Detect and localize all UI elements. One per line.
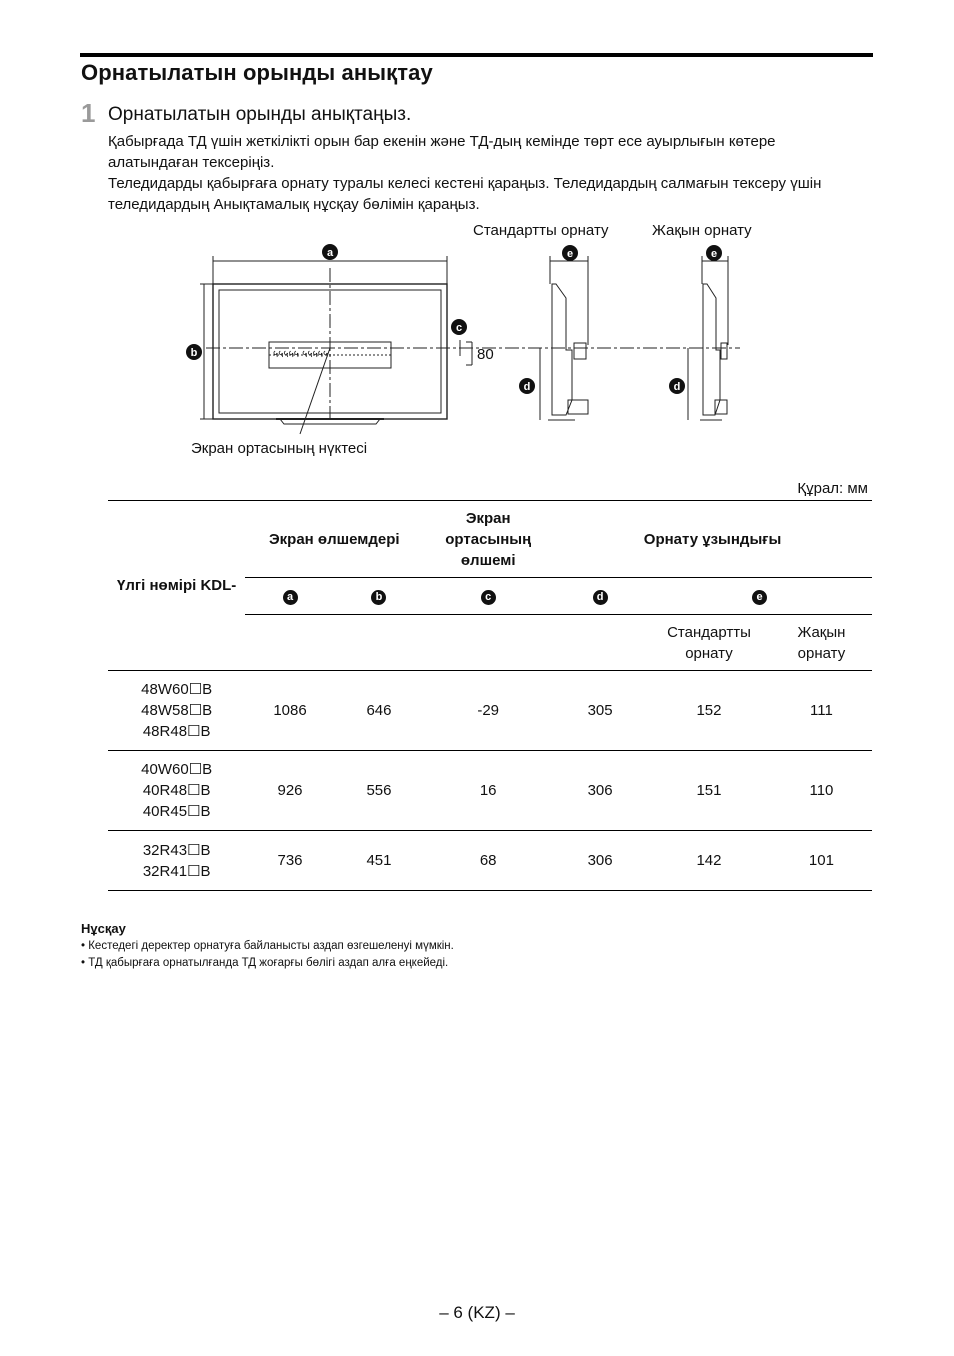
svg-text:e: e (566, 248, 574, 260)
label-slim-mount: Жақын орнату (652, 222, 752, 239)
svg-text:d: d (523, 381, 531, 393)
table-row: 48W60☐B 48W58☐B 48R48☐B 1086 646 -29 305 152 111 (108, 671, 872, 751)
col-marker-e: e (752, 590, 767, 605)
step-paragraph-1: Қабырғада ТД үшін жеткілікті орын бар екенін және ТД-дың кемінде төрт есе ауырлығын көтере алатындаған тексеріңіз. (108, 133, 776, 171)
svg-text:५५५५५ ५५५५५: ५५५५५ ५५५५५ (273, 349, 329, 360)
notes-title: Нұсқау (81, 921, 126, 936)
col-marker-c: c (481, 590, 496, 605)
label-standard-mount: Стандартты орнату (473, 222, 609, 239)
label-screen-center: Экран ортасының нүктесі (191, 440, 368, 457)
page-number: – 6 (KZ) – (439, 1303, 515, 1322)
dimension-80: 80 (477, 346, 494, 363)
col-marker-a: a (283, 590, 298, 605)
header-screen-center: Экран ортасының өлшемі (423, 501, 553, 578)
model-list: 40W60☐B 40R48☐B 40R45☐B (108, 751, 245, 831)
svg-text:c: c (455, 322, 463, 334)
step-title: Орнатылатын орынды анықтаңыз. (108, 104, 412, 125)
note-item: • ТД қабырғаға орнатылғанда ТД жоғарғы бөлігі аздап алға еңкейеді. (81, 957, 449, 969)
mounting-table (108, 500, 872, 891)
model-list: 32R43☐B 32R41☐B (108, 831, 245, 891)
step-paragraph-2: Теледидарды қабырғаға орнату туралы келесі кестені қараңыз. Теледидардың салмағын тексеру үшін теледидардың Анықтамалық нұсқау бөлімін қараңыз. (108, 175, 822, 213)
svg-text:d: d (673, 381, 681, 393)
header-slim-mount: Жақын орнату (771, 615, 872, 671)
header-model: Үлгі нөмірі KDL- (108, 501, 245, 671)
table-row: 32R43☐B 32R41☐B 736 451 68 306 142 101 (108, 831, 872, 891)
svg-text:b: b (190, 347, 198, 359)
note-item: • Кестедегі деректер орнатуға байланысты аздап өзгешеленуі мүмкін. (81, 940, 454, 952)
page-title: Орнатылатын орынды анықтау (81, 60, 433, 85)
header-standard-mount: Стандартты орнату (647, 615, 771, 671)
step-number: 1 (81, 98, 96, 128)
units-label: Құрал: мм (797, 480, 868, 497)
mount-holes (273, 349, 328, 360)
col-marker-d: d (593, 590, 608, 605)
mounting-diagram (0, 0, 954, 480)
svg-text:e: e (710, 248, 718, 260)
header-screen-dims: Экран өлшемдері (245, 501, 423, 578)
header-mount-length: Орнату ұзындығы (553, 501, 872, 578)
model-list: 48W60☐B 48W58☐B 48R48☐B (108, 671, 245, 751)
table-row: 40W60☐B 40R48☐B 40R45☐B 926 556 16 306 151 110 (108, 751, 872, 831)
col-marker-b: b (371, 590, 386, 605)
svg-text:a: a (326, 247, 334, 259)
